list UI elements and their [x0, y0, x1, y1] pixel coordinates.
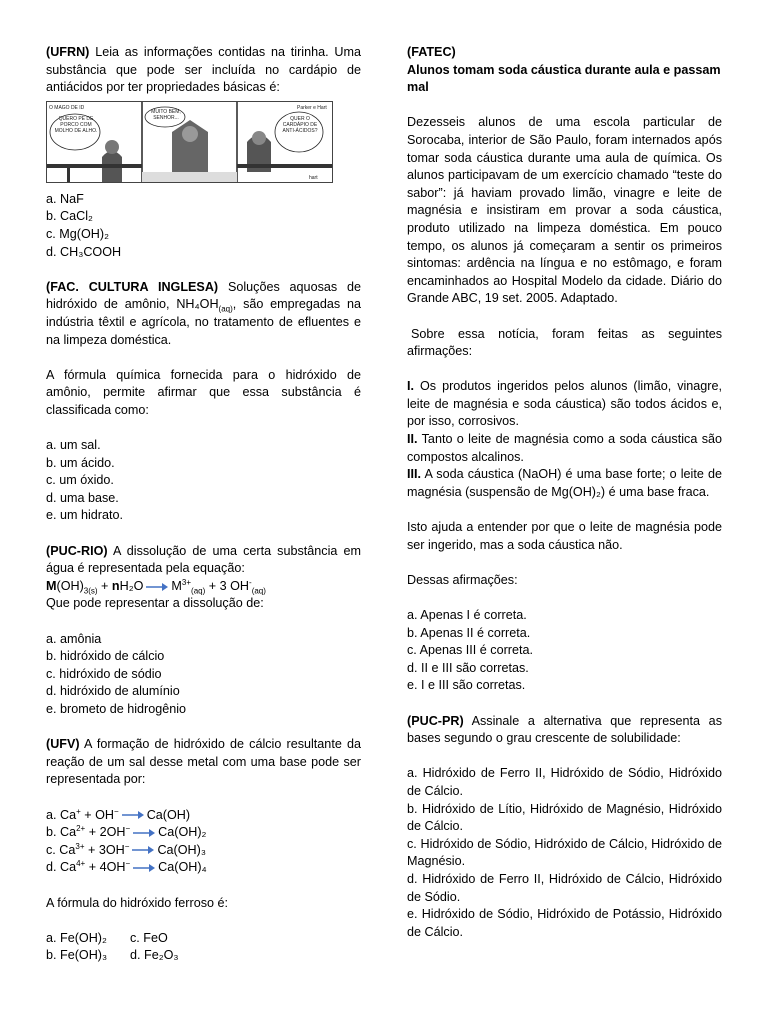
comic-title: O MAGO DE ID [49, 104, 85, 111]
charge: + [76, 806, 81, 816]
statement-3 [407, 466, 722, 501]
eq-charge-2: - [249, 577, 252, 587]
comic-balloon-2: MUITO BEM, SENHOR... [151, 108, 181, 121]
option-a [46, 807, 361, 825]
option-c [46, 842, 361, 860]
charge: 3+ [75, 841, 85, 851]
question-hidroxido-ferroso: A fórmula do hidróxido ferroso é: [46, 895, 229, 910]
eq-state: (aq) [191, 586, 206, 596]
headline-text: Alunos tomam soda cáustica durante aula e passam mal [407, 62, 721, 95]
options-row-2 [46, 947, 361, 965]
subscript: (aq) [218, 304, 233, 314]
eq-sub: 3(s) [83, 586, 98, 596]
option-d: d. II e III são corretas. [407, 660, 529, 675]
comic-credit: Parker e Hart [297, 104, 327, 111]
question-source: (UFV) [46, 737, 80, 752]
option-d [46, 859, 361, 877]
reaction-arrow-icon [132, 863, 156, 873]
option-d: d. Hidróxido de Ferro II, Hidróxido de Cálcio, Hidróxido de Sódio. [407, 871, 722, 904]
option-a: a. um sal. [46, 438, 101, 453]
reaction-arrow-icon [121, 810, 145, 820]
statement-number: III. [407, 467, 421, 482]
comic-balloon-3: QUER O CARDÁPIO DE ANTI-ÁCIDOS? [282, 115, 318, 134]
reactant: c. Ca [46, 842, 76, 857]
article-headline [407, 62, 722, 97]
reaction-arrow-icon [145, 582, 169, 592]
question-text-2: Que pode representar a dissolução de: [46, 596, 264, 611]
charge: 2+ [76, 823, 86, 833]
comic-illustration [47, 102, 332, 182]
charge-2: − [124, 841, 130, 851]
reactant-2: + 3OH [84, 842, 125, 857]
question-puc-rio [46, 543, 361, 578]
option-b [46, 824, 361, 842]
charge-2: − [114, 806, 119, 816]
comic-balloon-1: QUERO PÉ DE PORCO COM MOLHO DE ALHO. [54, 115, 98, 134]
question-ufv [46, 736, 361, 789]
statement-1 [407, 378, 722, 431]
eq-plus: + [97, 578, 112, 593]
reactant: a. Ca [46, 807, 77, 822]
option-c: c. Mg(OH)₂ [46, 226, 109, 241]
reaction-arrow-icon [131, 845, 155, 855]
question-text: Leia as informações contidas na tirinha. Uma substância que pode ser incluída no cardápio de antiácidos por ter propriedades básicas é: [46, 45, 361, 95]
option-e: e. um hidrato. [46, 508, 124, 523]
option-c: c. FeO [130, 930, 168, 945]
option-e: e. Hidróxido de Sódio, Hidróxido de Potássio, Hidróxido de Cálcio. [407, 907, 722, 939]
question-source: (UFRN) [46, 45, 90, 59]
source-label: (FATEC) [407, 45, 456, 59]
reaction-arrow-icon [132, 828, 156, 838]
eq-metal-ion: M [171, 578, 182, 593]
option-a: a. Fe(OH)₂ [46, 930, 107, 945]
question-text: Assinale a alternativa que representa as bases segundo o grau crescente de solubilidade: [407, 713, 722, 746]
option-b: b. hidróxido de cálcio [46, 649, 165, 664]
statement-number: II. [407, 432, 418, 447]
eq-hydroxide: (OH) [56, 578, 84, 593]
option-d: d. CH₃COOH [46, 244, 122, 259]
comic-signature: hart [309, 174, 318, 181]
statement-text: A soda cáustica (NaOH) é uma base forte; o leite de magnésia (suspensão de Mg(OH)₂) é uma base fraca. [407, 467, 722, 499]
equation [46, 578, 361, 596]
option-b: b. Fe(OH)₃ [46, 948, 108, 963]
question-text-cont: , são empregadas na indústria têxtil e agrícola, no tratamento de efluentes e na limpeza doméstica. [46, 297, 361, 347]
option-c: c. Hidróxido de Sódio, Hidróxido de Cálcio, Hidróxido de Magnésio. [407, 836, 722, 869]
option-b: b. Hidróxido de Lítio, Hidróxido de Magnésio, Hidróxido de Cálcio. [407, 801, 722, 834]
question-puc-pr [407, 713, 722, 748]
eq-water: H₂O [119, 578, 144, 593]
product: Ca(OH) [146, 807, 191, 822]
options-row-1 [46, 930, 361, 948]
eq-n: n [111, 578, 120, 593]
option-a: a. Apenas I é correta. [407, 608, 527, 622]
option-b: b. um ácido. [46, 455, 115, 470]
option-b: b. CaCl₂ [46, 209, 93, 224]
question-source [407, 44, 722, 62]
option-a: a. NaF [46, 191, 84, 206]
option-c: c. Apenas III é correta. [407, 643, 534, 658]
question-prompt: Dessas afirmações: [407, 572, 518, 587]
option-c: c. um óxido. [46, 473, 114, 488]
conclusion: Isto ajuda a entender por que o leite de magnésia pode ser ingerido, mas a soda cáustica não. [407, 520, 722, 552]
option-c: c. hidróxido de sódio [46, 666, 162, 681]
statement-text: Os produtos ingeridos pelos alunos (limão, vinagre, leite de magnésia e soda cáustica) são todos ácidos e, por isso, corrosivos. [407, 379, 722, 429]
eq-hydroxide-ion: + 3 OH [205, 578, 250, 593]
question-text-2: A fórmula química fornecida para o hidróxido de amônio, permite afirmar que essa substância é classificada como: [46, 367, 361, 417]
reactant-2: + 2OH [85, 825, 126, 840]
option-d: d. Fe₂O₃ [130, 948, 179, 963]
reactant: b. Ca [46, 825, 77, 840]
statement-text: Tanto o leite de magnésia como a soda cáustica são compostos alcalinos. [407, 432, 722, 464]
statements-intro: Sobre essa notícia, foram feitas as seguintes afirmações: [407, 326, 722, 359]
right-column [407, 44, 722, 941]
option-a: a. amônia [46, 631, 102, 646]
question-source: (PUC-PR) [407, 713, 464, 728]
question-ufrn [46, 44, 361, 97]
question-text: A formação de hidróxido de cálcio resultante da reação de um sal desse metal com uma base pode ser representada por: [46, 737, 361, 787]
eq-metal: M [46, 578, 57, 593]
question-source: (FAC. CULTURA INGLESA) [46, 279, 219, 294]
charge-2: − [125, 823, 131, 833]
option-e: e. brometo de hidrogênio [46, 702, 187, 716]
product: Ca(OH)₄ [158, 860, 207, 875]
question-text: A dissolução de uma certa substância em água é representada pela equação: [46, 543, 361, 576]
reactant: d. Ca [46, 860, 77, 875]
option-d: d. uma base. [46, 490, 119, 505]
option-a: a. Hidróxido de Ferro II, Hidróxido de Sódio, Hidróxido de Cálcio. [407, 766, 722, 798]
statement-2 [407, 431, 722, 466]
option-b: b. Apenas II é correta. [407, 625, 531, 640]
option-d: d. hidróxido de alumínio [46, 684, 180, 699]
product: Ca(OH)₃ [157, 842, 206, 857]
charge-2: − [125, 859, 131, 869]
reactant-2: + OH [80, 807, 115, 822]
product: Ca(OH)₂ [158, 825, 207, 840]
eq-state-2: (aq) [251, 586, 266, 596]
reactant-2: + 4OH [85, 860, 126, 875]
left-column [46, 44, 361, 965]
question-text: Soluções aquosas de hidróxido de amônio, NH₄OH [46, 279, 361, 312]
question-source: (PUC-RIO) [46, 543, 108, 558]
comic-strip [46, 101, 333, 183]
article-body: Dezesseis alunos de uma escola particular de Sorocaba, interior de São Paulo, foram internados após tomar soda cáustica durante uma aula de química. Os alunos participavam de um exercício chamado “teste do sabor”: já haviam provado limão, vinagre e leite de magnésia e insistiram em provar a soda cáustica, produto utilizado na limpeza doméstica. Em pouco tempo, os alunos já começaram a sentir os primeiros sintomas: ardência na língua e no estômago, e foram encaminhados ao Hospital Modelo da cidade. Diário do Grande ABC, 19 set. 2005. Adaptado. [407, 115, 722, 306]
question-fac-cultura-inglesa [46, 279, 361, 349]
charge: 4+ [76, 859, 86, 869]
option-e: e. I e III são corretas. [407, 678, 526, 693]
eq-charge: 3+ [181, 577, 192, 587]
statement-number: I. [407, 379, 414, 394]
